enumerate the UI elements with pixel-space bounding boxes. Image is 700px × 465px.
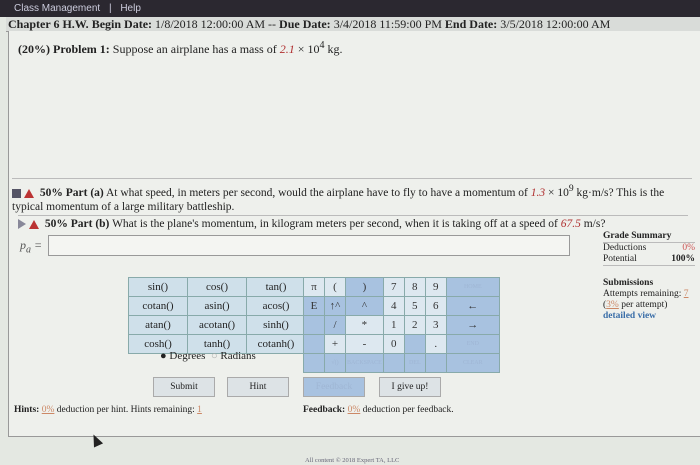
- keypad-key[interactable]: .: [425, 335, 446, 354]
- keypad-key[interactable]: END: [446, 335, 499, 354]
- keypad-key[interactable]: [304, 354, 325, 373]
- assignment-title: [6, 17, 700, 32]
- warning-icon: [24, 189, 34, 198]
- keypad-key[interactable]: ←: [446, 297, 499, 316]
- function-buttons: [128, 277, 306, 354]
- keypad-key[interactable]: /: [325, 316, 346, 335]
- problem-label: Problem 1:: [53, 42, 110, 56]
- keypad-key[interactable]: 7: [383, 278, 404, 297]
- keypad-key[interactable]: 9: [425, 278, 446, 297]
- var: p: [20, 238, 26, 252]
- part-b-text: What is the plane's momentum, in kilogram meters per second, when it is taking off at a speed of: [112, 218, 558, 230]
- function-button[interactable]: cotanh(): [247, 335, 306, 354]
- keypad-key[interactable]: [383, 354, 404, 373]
- radians-label: Radians: [220, 350, 256, 362]
- answer-input[interactable]: [48, 235, 570, 256]
- keypad-key[interactable]: 1: [383, 316, 404, 335]
- keypad-key[interactable]: E: [304, 297, 325, 316]
- keypad-key[interactable]: (: [325, 278, 346, 297]
- times: × 10: [548, 186, 569, 199]
- function-button[interactable]: asin(): [188, 297, 247, 316]
- mass-value: 2.1: [279, 42, 295, 56]
- menu-help[interactable]: Help: [120, 3, 141, 14]
- attempts-value: 7: [683, 289, 689, 299]
- part-b: [18, 215, 688, 230]
- hints-info: [14, 405, 202, 415]
- potential-label: Potential: [603, 254, 637, 264]
- warning-icon: [29, 220, 39, 229]
- hint-button[interactable]: Hint: [227, 377, 289, 397]
- grade-title: Grade Summary: [603, 231, 672, 241]
- problem-statement: [18, 40, 343, 57]
- begin-label: Begin Date:: [91, 17, 153, 31]
- keypad-key[interactable]: HOME: [446, 278, 499, 297]
- function-button[interactable]: sin(): [129, 278, 188, 297]
- keypad-key[interactable]: 4: [383, 297, 404, 316]
- keypad-key[interactable]: BACKSPACE: [346, 354, 384, 373]
- function-button[interactable]: cotan(): [129, 297, 188, 316]
- hints-label: Hints:: [14, 405, 40, 415]
- function-button[interactable]: acotan(): [188, 316, 247, 335]
- keypad-key[interactable]: CLEAR: [446, 354, 499, 373]
- due-label: Due Date:: [279, 17, 331, 31]
- function-button[interactable]: sinh(): [247, 316, 306, 335]
- give-up-button[interactable]: I give up!: [379, 377, 441, 397]
- begin-date: 1/8/2018 12:00:00 AM: [155, 17, 266, 31]
- radians-radio[interactable]: ○: [210, 350, 221, 362]
- chapter: Chapter 6 H.W.: [8, 17, 89, 31]
- attempts-label: Attempts remaining:: [603, 289, 682, 299]
- footer: All content © 2018 Expert TA, LLC: [305, 457, 400, 464]
- grade-summary: [603, 231, 695, 322]
- end-label: End Date:: [444, 17, 498, 31]
- keypad-key[interactable]: 5: [404, 297, 425, 316]
- problem-weight: (20%): [18, 42, 50, 56]
- part-a[interactable]: [12, 178, 692, 214]
- per-attempt-label: per attempt): [621, 300, 668, 310]
- keypad-key[interactable]: 0: [383, 335, 404, 354]
- keypad-key[interactable]: [304, 335, 325, 354]
- part-b-label: 50% Part (b): [44, 218, 110, 230]
- keypad-key[interactable]: 2: [404, 316, 425, 335]
- unit: m/s?: [583, 218, 606, 230]
- function-button[interactable]: cos(): [188, 278, 247, 297]
- degrees-label: Degrees: [169, 350, 206, 362]
- feedback-button[interactable]: Feedback: [303, 377, 365, 397]
- keypad-key[interactable]: π: [304, 278, 325, 297]
- part-a-text: At what speed, in meters per second, would the airplane have to fly to have a momentum of: [106, 186, 528, 199]
- function-button[interactable]: cosh(): [129, 335, 188, 354]
- keypad-key[interactable]: 8: [404, 278, 425, 297]
- per-attempt-pct: 3%: [606, 300, 619, 310]
- separator: --: [268, 17, 277, 31]
- part-a-label: 50% Part (a): [39, 186, 104, 199]
- paren: (: [603, 300, 607, 310]
- exponent: 4: [319, 40, 325, 51]
- speed-value: 67.5: [560, 218, 581, 230]
- keypad-key[interactable]: ): [346, 278, 384, 297]
- keypad-key[interactable]: *: [346, 316, 384, 335]
- hint-deduction: 0%: [41, 405, 55, 415]
- keypad-key[interactable]: [304, 316, 325, 335]
- play-icon: [18, 219, 26, 229]
- top-menu: [0, 0, 700, 17]
- times: × 10: [297, 42, 320, 56]
- keypad-key[interactable]: →: [446, 316, 499, 335]
- keypad-key[interactable]: √(): [325, 354, 346, 373]
- keypad-key[interactable]: [425, 354, 446, 373]
- keypad-key[interactable]: DEL: [404, 354, 425, 373]
- deductions-value: 0%: [682, 243, 695, 253]
- end-date: 3/5/2018 12:00:00 AM: [500, 17, 611, 31]
- menu-class-management[interactable]: Class Management: [14, 3, 101, 14]
- keypad-key[interactable]: +: [325, 335, 346, 354]
- calculator-icon: [12, 189, 21, 198]
- keypad-key[interactable]: [404, 335, 425, 354]
- detailed-view-link[interactable]: detailed view: [603, 311, 657, 321]
- answer-label: [20, 238, 42, 255]
- function-button[interactable]: tan(): [247, 278, 306, 297]
- deductions-label: Deductions: [603, 243, 647, 253]
- exponent: 9: [568, 183, 574, 194]
- function-button[interactable]: tanh(): [188, 335, 247, 354]
- hints-text: deduction per hint. Hints remaining:: [56, 405, 195, 415]
- feedback-text: deduction per feedback.: [362, 405, 454, 415]
- feedback-info: [303, 405, 454, 415]
- keypad-key[interactable]: ^: [346, 297, 384, 316]
- keypad-key[interactable]: ↑^: [325, 297, 346, 316]
- sub: a: [26, 244, 31, 256]
- hints-remaining: 1: [197, 405, 202, 415]
- angle-mode: [160, 350, 256, 362]
- momentum-value: 1.3: [530, 186, 546, 199]
- menu-separator: |: [108, 3, 112, 14]
- submissions-title: Submissions: [603, 278, 654, 288]
- keypad-key[interactable]: -: [346, 335, 384, 354]
- keypad: [303, 277, 500, 373]
- due-date: 3/4/2018 11:59:00 PM: [333, 17, 442, 31]
- keypad-key[interactable]: 6: [425, 297, 446, 316]
- feedback-deduction: 0%: [347, 405, 361, 415]
- problem-text: Suppose an airplane has a mass of: [112, 42, 277, 56]
- eq: =: [34, 238, 43, 252]
- potential-value: 100%: [671, 254, 695, 264]
- part-a-rest: kg·m/s? This is the typical momentum of a large military battleship.: [12, 186, 665, 213]
- feedback-label: Feedback:: [303, 405, 346, 415]
- function-button[interactable]: atan(): [129, 316, 188, 335]
- function-button[interactable]: acos(): [247, 297, 306, 316]
- unit: kg.: [327, 42, 343, 56]
- keypad-key[interactable]: 3: [425, 316, 446, 335]
- submit-button[interactable]: Submit: [153, 377, 215, 397]
- degrees-radio[interactable]: ●: [160, 350, 170, 362]
